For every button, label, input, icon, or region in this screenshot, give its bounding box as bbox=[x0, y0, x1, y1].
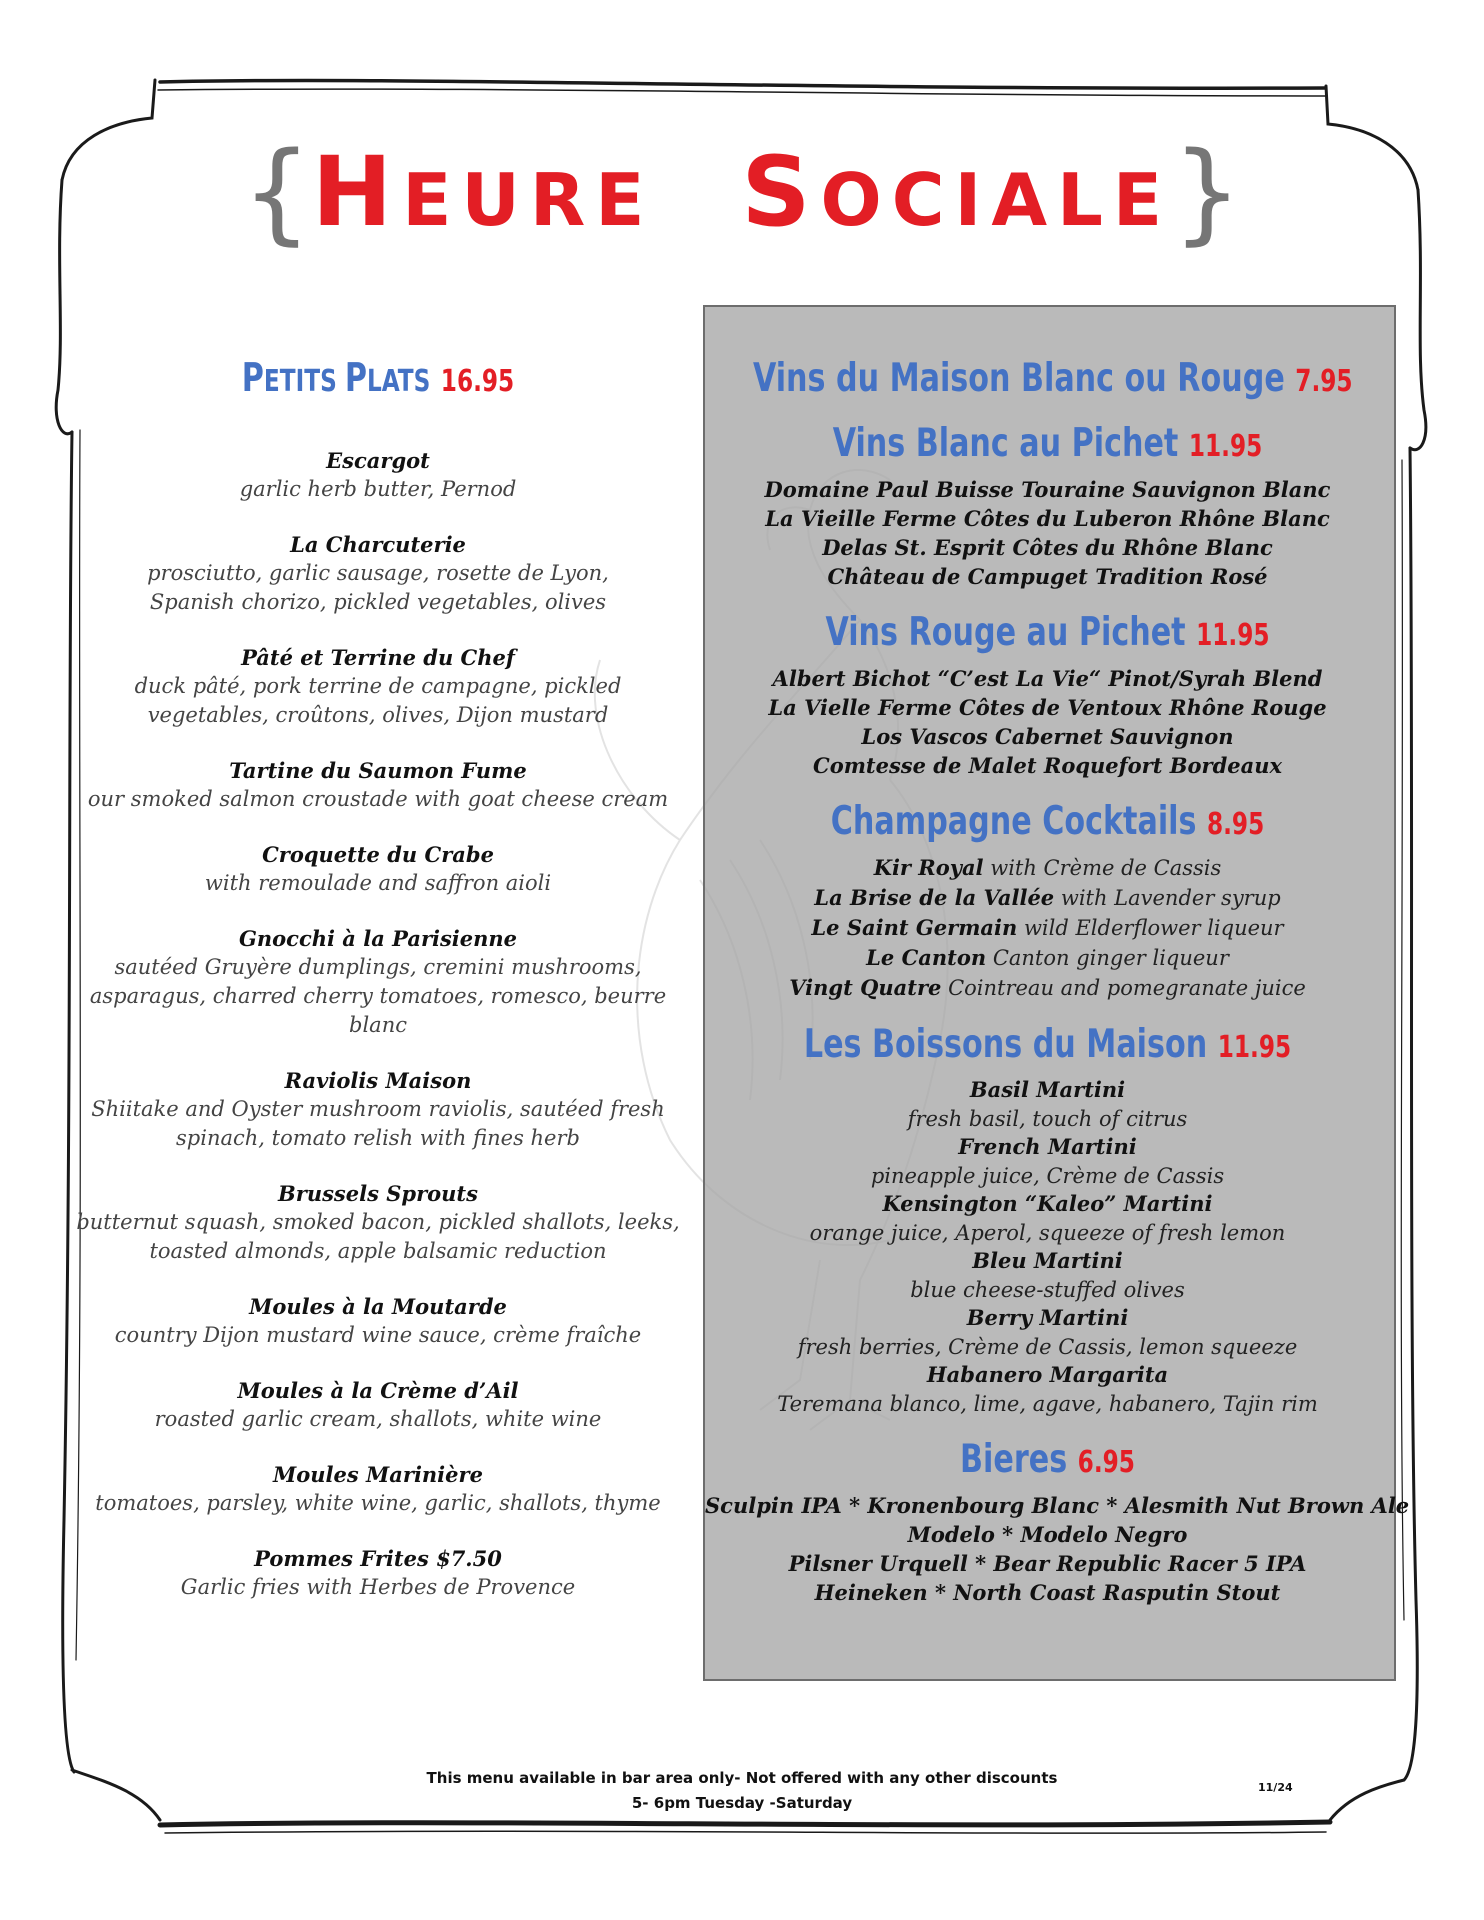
cocktail-item bbox=[705, 943, 1390, 973]
petits-plats-section bbox=[68, 355, 688, 1628]
footer-line-1: This menu available in bar area only- Not offered with any other discounts bbox=[426, 1769, 1058, 1787]
item-desc: tomatoes, parsley, white wine, garlic, shallots, thyme bbox=[95, 1491, 661, 1515]
item-name: Raviolis Maison bbox=[284, 1068, 472, 1093]
cocktail-desc: Cointreau and pomegranate juice bbox=[941, 976, 1306, 1000]
vins-blanc-price: 11.95 bbox=[1188, 429, 1263, 464]
beer-line: Sculpin IPA * Kronenbourg Blanc * Alesmith Nut Brown Ale bbox=[705, 1493, 1410, 1518]
wine-item: La Vieille Ferme Côtes du Luberon Rhône Blanc bbox=[765, 506, 1330, 531]
item-name: Moules Marinière bbox=[273, 1462, 483, 1487]
cocktail-desc: wild Elderflower liqueur bbox=[1017, 916, 1284, 940]
cocktail-name: Kir Royal bbox=[873, 855, 984, 880]
beer-line: Modelo * Modelo Negro bbox=[907, 1522, 1188, 1547]
item-escargot bbox=[68, 446, 688, 504]
wine-item: Albert Bichot “C’est La Vie“ Pinot/Syrah Blend bbox=[772, 666, 1323, 691]
champagne-price: 8.95 bbox=[1206, 807, 1265, 842]
cocktail-desc: with Lavender syrup bbox=[1054, 886, 1281, 910]
cocktail-desc: Canton ginger liqueur bbox=[986, 946, 1229, 970]
item-name: Pommes Frites $7.50 bbox=[254, 1546, 502, 1571]
bieres-list bbox=[705, 1491, 1410, 1607]
wine-item: La Vielle Ferme Côtes de Ventoux Rhône Rouge bbox=[768, 695, 1327, 720]
vins-rouge-heading bbox=[753, 609, 1342, 660]
item-desc: Shiitake and Oyster mushroom raviolis, sautéed fresh bbox=[91, 1097, 665, 1121]
cocktail-desc: with Crème de Cassis bbox=[983, 856, 1222, 880]
wine-item: Domaine Paul Buisse Touraine Sauvignon Blanc bbox=[764, 477, 1331, 502]
item-desc: sautéed Gruyère dumplings, cremini mushrooms, bbox=[114, 955, 642, 979]
item-desc: duck pâté, pork terrine de campagne, pickled bbox=[134, 674, 622, 698]
item-desc: country Dijon mustard wine sauce, crème fraîche bbox=[114, 1323, 642, 1347]
heading-letter: P bbox=[241, 356, 264, 401]
item-brussels bbox=[68, 1179, 688, 1266]
drink-name: Berry Martini bbox=[966, 1305, 1129, 1330]
drink-desc: pineapple juice, Crème de Cassis bbox=[870, 1163, 1225, 1188]
drink-name: Basil Martini bbox=[969, 1077, 1126, 1102]
item-desc: toasted almonds, apple balsamic reduction bbox=[149, 1239, 607, 1263]
wine-item: Château de Campuget Tradition Rosé bbox=[827, 564, 1268, 589]
bieres-heading bbox=[753, 1436, 1342, 1487]
beer-line: Heineken * North Coast Rasputin Stout bbox=[814, 1580, 1281, 1605]
vins-rouge-list bbox=[705, 664, 1390, 780]
menu-version-code: 11/24 bbox=[1258, 1781, 1293, 1794]
item-desc: with remoulade and saffron aioli bbox=[204, 871, 552, 895]
item-name: Moules à la Crème d’Ail bbox=[237, 1378, 519, 1403]
heading-text: Vins Rouge au Pichet bbox=[825, 610, 1186, 655]
item-name: La Charcuterie bbox=[290, 532, 466, 557]
drink-desc: blue cheese-stuffed olives bbox=[910, 1277, 1185, 1302]
cocktail-item bbox=[705, 853, 1390, 883]
beer-line: Pilsner Urquell * Bear Republic Racer 5 IPA bbox=[788, 1551, 1307, 1576]
boissons-price: 11.95 bbox=[1217, 1030, 1292, 1065]
item-desc: roasted garlic cream, shallots, white wine bbox=[154, 1407, 602, 1431]
vins-rouge-price: 11.95 bbox=[1196, 618, 1270, 653]
cocktail-name: La Brise de la Vallée bbox=[814, 885, 1055, 910]
item-desc: Garlic fries with Herbes de Provence bbox=[180, 1575, 576, 1599]
title-eure: EURE bbox=[402, 158, 655, 242]
cocktail-item bbox=[705, 883, 1390, 913]
heading-text: Les Boissons du Maison bbox=[803, 1022, 1208, 1067]
heading-rest: ETITS bbox=[263, 364, 345, 399]
item-name: Tartine du Saumon Fume bbox=[229, 758, 527, 783]
menu-title bbox=[0, 128, 1484, 260]
item-desc: garlic herb butter, Pernod bbox=[239, 477, 517, 501]
item-charcuterie bbox=[68, 530, 688, 617]
item-name: Moules à la Moutarde bbox=[249, 1294, 507, 1319]
champagne-list bbox=[705, 853, 1390, 1003]
wine-item: Comtesse de Malet Roquefort Bordeaux bbox=[812, 753, 1283, 778]
item-name: Croquette du Crabe bbox=[262, 842, 494, 867]
item-name: Gnocchi à la Parisienne bbox=[238, 926, 518, 951]
drinks-section bbox=[705, 355, 1410, 1625]
heading-rest: LATS bbox=[366, 364, 431, 399]
drink-desc: orange juice, Aperol, squeeze of fresh lemon bbox=[809, 1220, 1286, 1245]
item-raviolis bbox=[68, 1066, 688, 1153]
heading-letter: P bbox=[344, 356, 367, 401]
item-desc: asparagus, charred cherry tomatoes, romesco, beurre blanc bbox=[89, 984, 667, 1037]
cocktail-name: Le Saint Germain bbox=[811, 915, 1018, 940]
petits-plats-heading bbox=[111, 355, 644, 406]
item-desc: spinach, tomato relish with fines herb bbox=[176, 1126, 580, 1150]
cocktail-item bbox=[705, 973, 1390, 1003]
item-desc: butternut squash, smoked bacon, pickled shallots, leeks, bbox=[76, 1210, 680, 1234]
item-tartine bbox=[68, 756, 688, 814]
vins-maison-heading bbox=[752, 355, 1353, 406]
bieres-price: 6.95 bbox=[1077, 1445, 1135, 1480]
champagne-heading bbox=[753, 798, 1342, 849]
item-name: Pâté et Terrine du Chef bbox=[241, 645, 515, 670]
drink-name: Bleu Martini bbox=[972, 1248, 1123, 1273]
vins-maison-price: 7.95 bbox=[1295, 364, 1353, 399]
drink-name: French Martini bbox=[958, 1134, 1137, 1159]
brace-close: } bbox=[1172, 128, 1243, 256]
heading-text: Champagne Cocktails bbox=[830, 799, 1197, 844]
wine-item: Los Vascos Cabernet Sauvignon bbox=[861, 724, 1234, 749]
cocktail-name: Le Canton bbox=[866, 945, 987, 970]
item-desc: Spanish chorizo, pickled vegetables, olives bbox=[149, 590, 607, 614]
item-desc: prosciutto, garlic sausage, rosette de Lyon, bbox=[147, 561, 609, 585]
vins-blanc-heading bbox=[753, 420, 1342, 471]
boissons-list bbox=[705, 1076, 1390, 1418]
item-moules-moutarde bbox=[68, 1292, 688, 1350]
item-moules-creme bbox=[68, 1376, 688, 1434]
item-gnocchi bbox=[68, 924, 688, 1040]
title-s: S bbox=[741, 136, 821, 248]
item-name: Escargot bbox=[326, 448, 430, 473]
drink-desc: fresh basil, touch of citrus bbox=[907, 1106, 1188, 1131]
item-desc: our smoked salmon croustade with goat cheese cream bbox=[87, 787, 669, 811]
boissons-heading bbox=[753, 1021, 1342, 1072]
drink-name: Kensington “Kaleo” Martini bbox=[882, 1191, 1213, 1216]
drink-desc: Teremana blanco, lime, agave, habanero, Tajin rim bbox=[777, 1391, 1318, 1416]
drink-desc: fresh berries, Crème de Cassis, lemon squeeze bbox=[797, 1334, 1298, 1359]
item-name: Brussels Sprouts bbox=[278, 1181, 478, 1206]
heading-text: Bieres bbox=[960, 1437, 1068, 1482]
footer-line-2: 5- 6pm Tuesday -Saturday bbox=[631, 1794, 853, 1812]
cocktail-item bbox=[705, 913, 1390, 943]
title-h: H bbox=[311, 136, 403, 248]
item-moules-mariniere bbox=[68, 1460, 688, 1518]
brace-open: { bbox=[241, 128, 312, 256]
item-desc: vegetables, croûtons, olives, Dijon mustard bbox=[147, 703, 609, 727]
item-croquette bbox=[68, 840, 688, 898]
petits-plats-price: 16.95 bbox=[440, 364, 515, 399]
drink-name: Habanero Margarita bbox=[926, 1362, 1169, 1387]
heading-text: Vins Blanc au Pichet bbox=[832, 421, 1179, 466]
cocktail-name: Vingt Quatre bbox=[789, 975, 942, 1000]
vins-blanc-list bbox=[705, 475, 1390, 591]
title-ociale: OCIALE bbox=[820, 158, 1173, 242]
item-pate-terrine bbox=[68, 643, 688, 730]
item-pommes-frites bbox=[68, 1544, 688, 1602]
heading-text: Vins du Maison Blanc ou Rouge bbox=[752, 356, 1285, 401]
wine-item: Delas St. Esprit Côtes du Rhône Blanc bbox=[822, 535, 1273, 560]
